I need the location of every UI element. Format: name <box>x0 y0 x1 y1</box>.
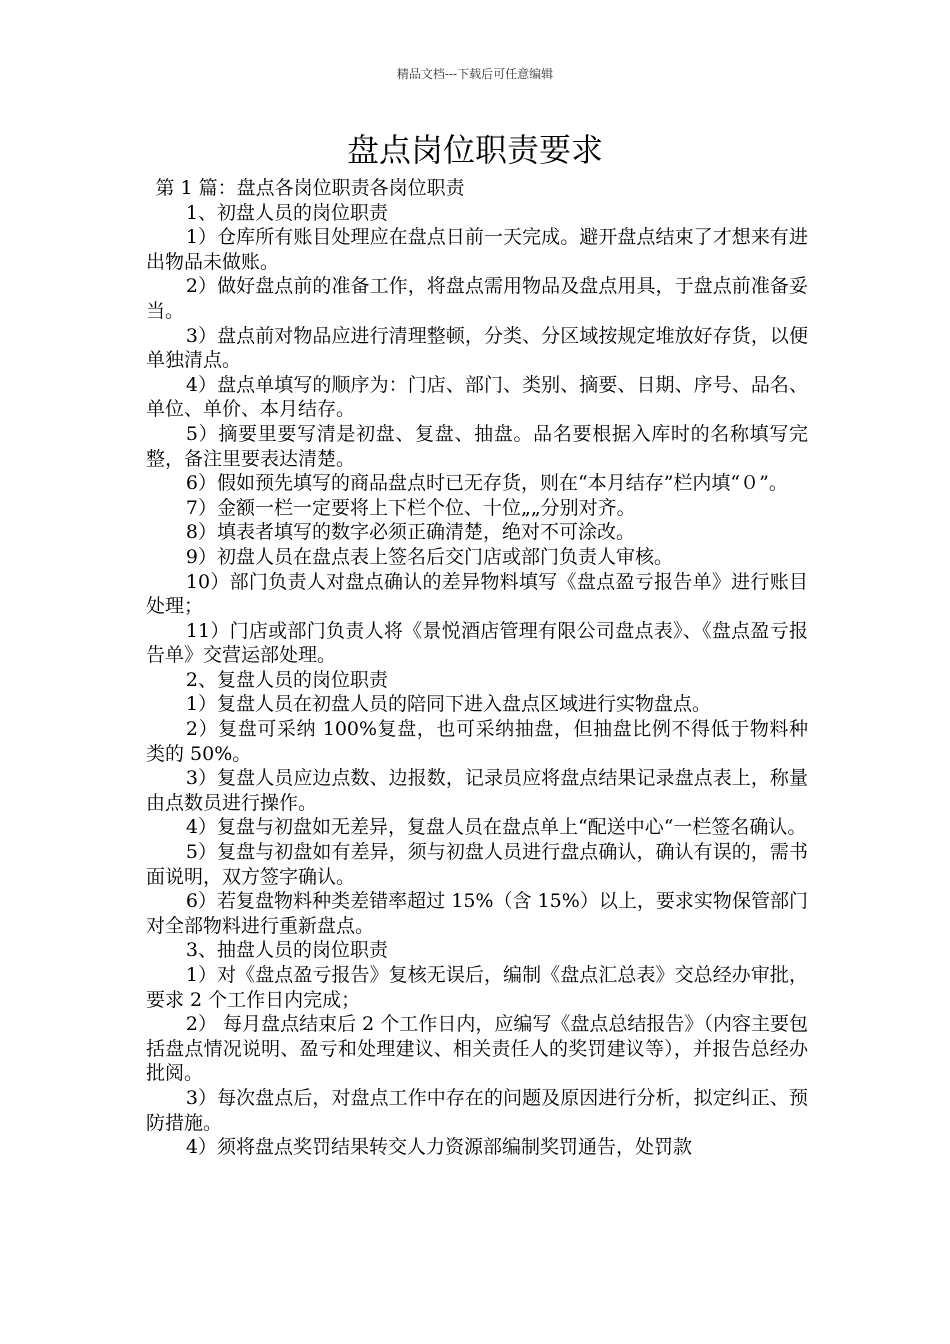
section-heading: 第 1 篇：盘点各岗位职责各岗位职责 <box>155 177 465 199</box>
paragraph: 2） 每月盘点结束后 2 个工作日内，应编写《盘点总结报告》（内容主要包括盘点情况说明、盈亏和处理建议、相关责任人的奖罚建议等），并报告总经办批阅。 <box>146 1013 808 1085</box>
paragraph: 9）初盘人员在盘点表上签名后交门店或部门负责人审核。 <box>185 545 673 568</box>
subsection-heading: 3、抽盘人员的岗位职责 <box>185 939 388 962</box>
paragraph: 8）填表者填写的数字必须正确清楚，绝对不可涂改。 <box>185 521 635 544</box>
paragraph: 3）盘点前对物品应进行清理整顿，分类、分区域按规定堆放好存货，以便单独清点。 <box>146 324 808 372</box>
paragraph: 4）须将盘点奖罚结果转交人力资源部编制奖罚通告，处罚款 <box>185 1136 692 1159</box>
paragraph: 7）金额一栏一定要将上下栏个位、十位„„分别对齐。 <box>185 496 636 519</box>
document-body <box>146 176 808 1160</box>
paragraph: 2）复盘可采纳 100%复盘，也可采纳抽盘，但抽盘比例不得低于物料种类的 50%。 <box>146 718 808 765</box>
paragraph: 4）盘点单填写的顺序为：门店、部门、类别、摘要、日期、序号、品名、单位、单价、本月结存。 <box>146 373 808 421</box>
paragraph: 5）摘要里要写清是初盘、复盘、抽盘。品名要根据入库时的名称填写完整，备注里要表达清楚。 <box>146 422 808 470</box>
header-note: 精品文档---下载后可任意编辑 <box>396 67 554 81</box>
paragraph: 1）复盘人员在初盘人员的陪同下进入盘点区域进行实物盘点。 <box>185 693 711 716</box>
paragraph: 1）仓库所有账目处理应在盘点日前一天完成。避开盘点结束了才想来有进出物品未做账。 <box>146 226 808 273</box>
paragraph: 11）门店或部门负责人将《景悦酒店管理有限公司盘点表》、《盘点盈亏报告单》交营运部处理。 <box>146 619 808 667</box>
paragraph: 3）每次盘点后，对盘点工作中存在的问题及原因进行分析，拟定纠正、预防措施。 <box>146 1086 808 1134</box>
paragraph: 2）做好盘点前的准备工作，将盘点需用物品及盘点用具，于盘点前准备妥当。 <box>146 275 808 322</box>
paragraph: 6）假如预先填写的商品盘点时已无存货，则在“本月结存”栏内填“０”。 <box>185 472 788 495</box>
subsection-heading: 2、复盘人员的岗位职责 <box>185 668 388 691</box>
paragraph: 1）对《盘点盈亏报告》复核无误后，编制《盘点汇总表》交总经办审批，要求 2 个工作日内完成； <box>146 964 808 1011</box>
paragraph: 3）复盘人员应边点数、边报数，记录员应将盘点结果记录盘点表上，称量由点数员进行操作。 <box>146 767 808 814</box>
paragraph: 4）复盘与初盘如无差异，复盘人员在盘点单上“配送中心“一栏签名确认。 <box>185 816 807 839</box>
paragraph: 5）复盘与初盘如有差异，须与初盘人员进行盘点确认，确认有误的，需书面说明，双方签字确认。 <box>146 841 808 888</box>
document-title: 盘点岗位职责要求 <box>346 131 603 169</box>
paragraph: 10）部门负责人对盘点确认的差异物料填写《盘点盈亏报告单》进行账目处理； <box>146 570 808 618</box>
paragraph: 6）若复盘物料种类差错率超过 15%（含 15%）以上，要求实物保管部门对全部物料进行重新盘点。 <box>146 890 808 937</box>
subsection-heading: 1、初盘人员的岗位职责 <box>185 201 388 224</box>
